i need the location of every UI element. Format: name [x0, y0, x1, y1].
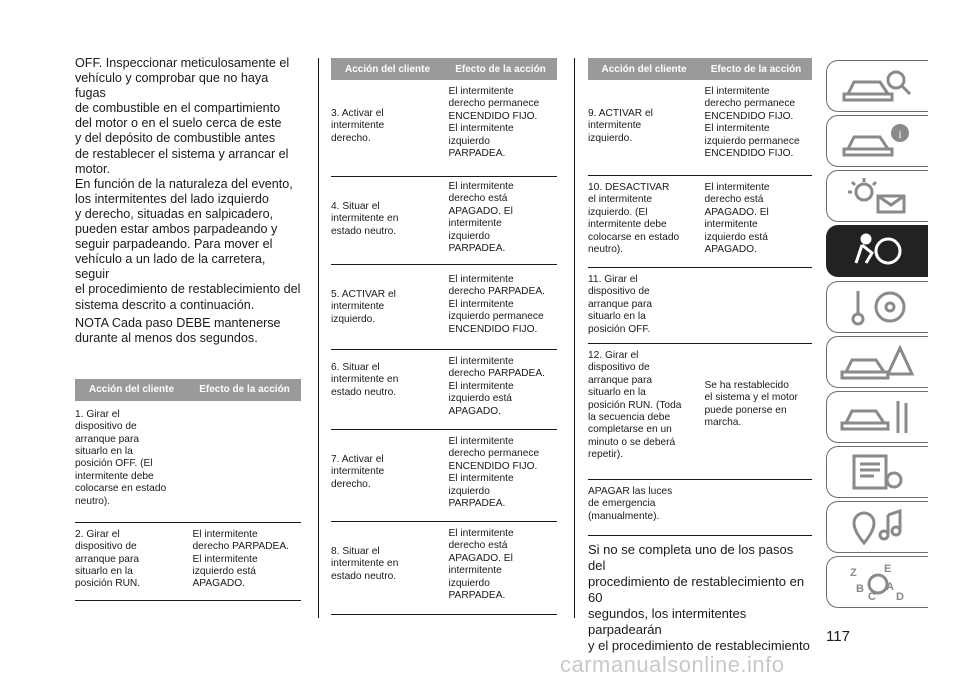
- action-line: intermitente: [331, 301, 385, 313]
- effect-line: intermitente: [704, 219, 758, 231]
- header-action: Acción del cliente: [344, 63, 431, 75]
- outro-line: procedimiento de restablecimiento en 60: [588, 574, 805, 605]
- action-line: colocarse en estado: [588, 231, 680, 243]
- action-cell: [331, 177, 449, 264]
- effect-cell: [449, 522, 557, 614]
- action-line: dispositivo de: [588, 286, 650, 298]
- effect-line: El intermitente: [192, 528, 258, 540]
- intro-line: pueden estar ambos parpadeando y: [75, 222, 278, 237]
- effect-line: derecho permanece: [704, 98, 796, 110]
- lights-mail-icon: [838, 174, 918, 218]
- action-line: situarlo en la: [75, 566, 133, 577]
- table-row: [331, 80, 557, 177]
- svg-text:D: D: [895, 591, 904, 603]
- effect-line: izquierdo está: [448, 393, 512, 405]
- action-line: minuto o se deberá: [588, 436, 676, 448]
- tab-car-tools[interactable]: [826, 391, 928, 443]
- intro-line: En función de la naturaleza del evento,: [75, 176, 293, 191]
- effect-line: ENCENDIDO FIJO.: [448, 460, 538, 472]
- table-row: [588, 344, 812, 480]
- list-gear-icon: [838, 450, 918, 494]
- car-search-icon: [838, 64, 918, 108]
- svg-text:E: E: [883, 563, 891, 575]
- action-cell: [588, 80, 704, 175]
- action-line: dispositivo de: [75, 421, 137, 433]
- effect-cell: [449, 430, 557, 521]
- car-tools-icon: [838, 395, 918, 439]
- action-line: dispositivo de: [75, 541, 137, 553]
- key-steering-icon: [838, 285, 918, 329]
- action-line: 9. ACTIVAR el: [588, 108, 653, 119]
- effect-line: izquierdo está: [704, 231, 768, 243]
- effect-line: ENCENDIDO FIJO.: [704, 110, 794, 122]
- action-line: intermitente: [331, 120, 385, 132]
- tab-alphabet-index[interactable]: [826, 556, 928, 608]
- action-line: 3. Activar el: [331, 108, 384, 119]
- effect-line: El intermitente: [448, 274, 514, 285]
- effect-line: El intermitente: [704, 86, 770, 97]
- header-effect: Efecto de la acción: [710, 63, 802, 75]
- action-line: estado neutro.: [331, 225, 397, 237]
- table-row: [588, 480, 812, 536]
- action-line: situarlo en la: [75, 446, 133, 457]
- outro-line: Si no se completa uno de los pasos del: [588, 542, 794, 573]
- action-line: posición OFF. (El: [75, 458, 153, 470]
- note-line: durante al menos dos segundos.: [75, 330, 258, 345]
- effect-cell: [449, 177, 557, 264]
- action-line: el intermitente: [588, 194, 652, 206]
- action-line: 10. DESACTIVAR: [588, 182, 670, 193]
- action-line: dispositivo de: [588, 362, 650, 374]
- table-row: [331, 522, 557, 615]
- action-line: repetir).: [588, 449, 624, 461]
- table-2-header: [331, 58, 557, 80]
- effect-line: izquierdo: [448, 577, 490, 589]
- effect-line: Se ha restablecido: [704, 380, 789, 391]
- table-row: [331, 265, 557, 350]
- effect-cell: [449, 80, 557, 176]
- effect-line: derecho permanece: [448, 98, 540, 110]
- effect-line: ENCENDIDO FIJO.: [704, 148, 794, 160]
- table-row: [588, 268, 812, 344]
- intro-paragraph: [75, 56, 301, 313]
- effect-cell: [704, 268, 812, 343]
- table-1-header: [75, 379, 301, 401]
- action-line: izquierdo.: [331, 313, 376, 325]
- navigation-music-icon: [838, 505, 918, 549]
- effect-line: APAGADO.: [448, 405, 501, 417]
- action-line: derecho.: [331, 478, 371, 490]
- effect-line: izquierdo está: [192, 566, 256, 577]
- action-line: izquierdo. (El: [588, 206, 648, 218]
- action-line: arranque para: [588, 298, 653, 310]
- effect-line: derecho PARPADEA.: [192, 541, 289, 553]
- action-line: 1. Girar el: [75, 408, 120, 420]
- action-line: intermitente debe: [75, 470, 154, 482]
- intro-line: seguir parpadeando. Para mover el: [75, 237, 273, 252]
- alphabet-index-icon: [838, 560, 918, 604]
- action-line: la secuencia debe: [588, 412, 671, 424]
- action-line: izquierdo.: [588, 132, 633, 144]
- column-divider-1: [318, 58, 319, 618]
- effect-cell: [704, 344, 812, 479]
- table-row: [588, 176, 812, 268]
- tab-airbag[interactable]: [826, 225, 928, 277]
- effect-line: APAGADO. El: [448, 552, 513, 564]
- effect-line: El intermitente: [448, 86, 514, 97]
- effect-line: derecho está: [704, 194, 764, 206]
- effect-line: El intermitente: [704, 182, 770, 193]
- effect-line: El intermitente: [448, 436, 514, 447]
- action-line: 11. Girar el: [588, 274, 638, 285]
- table-row: [588, 80, 812, 176]
- action-line: 12. Girar el: [588, 350, 639, 361]
- effect-line: izquierdo: [448, 230, 490, 242]
- page-number: 117: [826, 628, 850, 645]
- tab-list-gear[interactable]: [826, 446, 928, 498]
- table-row: [331, 430, 557, 522]
- column-2: [331, 58, 557, 615]
- outro-line: y el procedimiento de restablecimiento: [588, 638, 810, 653]
- action-cell: [588, 480, 704, 535]
- effect-line: puede ponerse en: [704, 404, 787, 416]
- action-line: arranque para: [75, 553, 140, 565]
- effect-line: derecho PARPADEA.: [448, 368, 545, 380]
- action-cell: [331, 350, 449, 429]
- action-line: 8. Situar el: [331, 546, 380, 557]
- intro-line: de combustible en el compartimiento: [75, 101, 281, 116]
- action-line: 2. Girar el: [75, 528, 120, 540]
- intro-line: vehículo y comprobar que no haya fugas: [75, 71, 269, 101]
- action-line: intermitente: [331, 466, 385, 478]
- intro-line: de restablecer el sistema y arrancar el: [75, 146, 289, 161]
- action-line: intermitente en: [331, 374, 399, 386]
- effect-line: izquierdo permanece: [704, 135, 800, 147]
- svg-text:i: i: [897, 127, 902, 141]
- action-line: APAGAR las luces: [588, 486, 673, 497]
- action-line: situarlo en la: [588, 387, 646, 399]
- action-line: arranque para: [75, 433, 140, 445]
- table-row: [75, 523, 301, 601]
- svg-text:C: C: [867, 591, 876, 603]
- action-line: intermitente: [588, 120, 642, 132]
- header-effect: Efecto de la acción: [455, 63, 546, 75]
- table-row: [75, 401, 301, 523]
- intro-line: los intermitentes del lado izquierdo: [75, 191, 269, 206]
- effect-line: APAGADO. El: [704, 206, 769, 218]
- note-paragraph: [75, 316, 301, 346]
- effect-line: ENCENDIDO FIJO.: [448, 323, 538, 335]
- tab-car-warning[interactable]: [826, 336, 928, 388]
- column-divider-2: [574, 58, 575, 618]
- effect-line: derecho está: [448, 540, 508, 552]
- effect-cell: [193, 401, 301, 522]
- effect-line: PARPADEA.: [448, 148, 506, 160]
- effect-line: izquierdo permanece: [448, 311, 544, 323]
- action-line: neutro).: [588, 244, 624, 256]
- intro-line: el procedimiento de restablecimiento del: [75, 282, 301, 297]
- effect-line: El intermitente: [448, 473, 514, 485]
- table-row: [331, 177, 557, 265]
- action-line: posición RUN. (Toda: [588, 399, 682, 411]
- effect-line: El intermitente: [704, 123, 770, 135]
- action-cell: [588, 344, 704, 479]
- outro-paragraph: [588, 542, 812, 654]
- effect-line: izquierdo: [448, 485, 490, 497]
- tab-car-search[interactable]: [826, 60, 928, 112]
- effect-cell: [704, 80, 812, 175]
- action-cell: [588, 268, 704, 343]
- effect-line: el sistema y el motor: [704, 392, 798, 404]
- table-3-header: [588, 58, 812, 80]
- effect-cell: [449, 265, 557, 349]
- effect-line: derecho está: [448, 193, 508, 205]
- tab-key-steering[interactable]: [826, 281, 928, 333]
- action-line: neutro).: [75, 495, 111, 507]
- note-line: NOTA Cada paso DEBE mantenerse: [75, 315, 281, 330]
- svg-text:B: B: [855, 583, 864, 595]
- action-line: derecho.: [331, 132, 371, 144]
- effect-line: marcha.: [704, 417, 742, 429]
- effect-line: APAGADO.: [192, 578, 245, 590]
- effect-line: izquierdo: [448, 135, 490, 147]
- tab-navigation-music[interactable]: [826, 501, 928, 553]
- intro-line: OFF. Inspeccionar meticulosamente el: [75, 56, 290, 70]
- action-line: arranque para: [588, 374, 653, 386]
- effect-line: El intermitente: [448, 528, 514, 539]
- effect-line: ENCENDIDO FIJO.: [448, 110, 538, 122]
- effect-cell: [704, 480, 812, 535]
- effect-line: El intermitente: [448, 181, 514, 192]
- action-cell: [588, 176, 704, 267]
- effect-line: El intermitente: [192, 553, 258, 565]
- action-line: (manualmente).: [588, 510, 660, 522]
- action-line: intermitente debe: [588, 219, 667, 231]
- action-line: 7. Activar el: [331, 454, 384, 465]
- action-line: estado neutro.: [331, 386, 397, 398]
- airbag-person-icon: [838, 229, 918, 273]
- action-line: 4. Situar el: [331, 201, 380, 212]
- header-effect: Efecto de la acción: [199, 384, 290, 396]
- effect-cell: [449, 350, 557, 429]
- effect-line: PARPADEA.: [448, 243, 506, 255]
- svg-text:A: A: [885, 581, 894, 593]
- action-cell: [331, 265, 449, 349]
- action-line: de emergencia: [588, 498, 656, 510]
- action-line: 5. ACTIVAR el: [331, 289, 396, 300]
- reset-table-1: [75, 379, 301, 601]
- effect-line: APAGADO. El: [448, 205, 513, 217]
- effect-line: El intermitente: [448, 123, 514, 135]
- action-cell: [75, 523, 193, 600]
- header-action: Acción del cliente: [601, 63, 687, 75]
- svg-text:Z: Z: [849, 567, 857, 579]
- intro-line: y del depósito de combustible antes: [75, 131, 276, 146]
- effect-line: intermitente: [448, 218, 502, 230]
- car-info-icon: [838, 119, 918, 163]
- effect-line: El intermitente: [448, 298, 514, 310]
- intro-line: motor.: [75, 161, 110, 176]
- action-cell: [75, 401, 193, 522]
- column-3: [588, 58, 812, 654]
- action-line: posición OFF.: [588, 323, 651, 335]
- table-row: [331, 350, 557, 430]
- effect-line: PARPADEA.: [448, 590, 506, 602]
- column-1: [75, 56, 301, 601]
- action-line: intermitente en: [331, 213, 399, 225]
- effect-line: El intermitente: [448, 356, 514, 367]
- action-line: intermitente en: [331, 558, 399, 570]
- action-line: completarse en un: [588, 424, 672, 436]
- action-cell: [331, 430, 449, 521]
- car-warning-icon: [838, 340, 918, 384]
- watermark: carmanualsonline.info: [560, 652, 785, 677]
- intro-line: y derecho, situadas en salpicadero,: [75, 206, 274, 221]
- effect-line: El intermitente: [448, 380, 514, 392]
- effect-line: APAGADO.: [704, 244, 757, 256]
- action-line: colocarse en estado: [75, 483, 167, 495]
- action-line: posición RUN.: [75, 578, 141, 590]
- action-line: estado neutro.: [331, 570, 397, 582]
- action-cell: [331, 80, 449, 176]
- action-line: situarlo en la: [588, 311, 646, 323]
- effect-line: PARPADEA.: [448, 498, 506, 510]
- effect-line: intermitente: [448, 565, 502, 577]
- outro-line: segundos, los intermitentes parpadearán: [588, 606, 747, 637]
- action-line: 6. Situar el: [331, 362, 380, 373]
- tab-lights-mail[interactable]: [826, 170, 928, 222]
- effect-line: derecho permanece: [448, 448, 540, 460]
- intro-line: vehículo a un lado de la carretera, seguir: [75, 252, 266, 282]
- effect-cell: [193, 523, 301, 600]
- effect-cell: [704, 176, 812, 267]
- effect-line: derecho PARPADEA.: [448, 286, 545, 298]
- intro-line: del motor o en el suelo cerca de este: [75, 116, 282, 131]
- header-action: Acción del cliente: [88, 384, 175, 396]
- action-cell: [331, 522, 449, 614]
- tab-car-info[interactable]: [826, 115, 928, 167]
- intro-line: sistema descrito a continuación.: [75, 297, 255, 312]
